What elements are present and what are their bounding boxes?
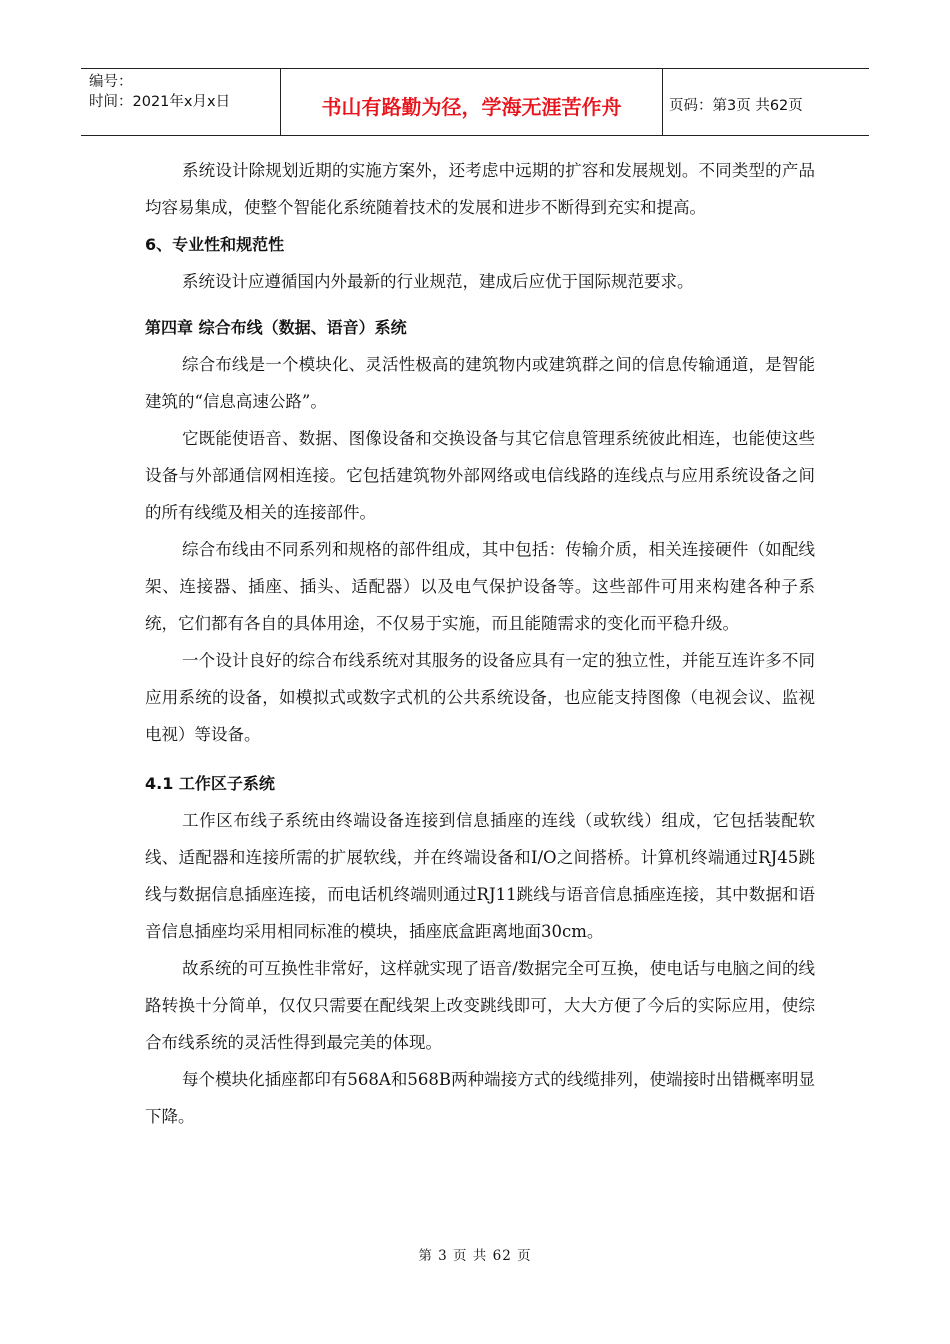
document-date: 时间：2021年x月x日 (89, 94, 231, 110)
section-heading: 4.1 工作区子系统 (145, 774, 275, 793)
header-meta (81, 69, 281, 135)
header-page-info: 页码：第3页 共62页 (669, 97, 803, 114)
paragraph: 故系统的可互换性非常好，这样就实现了语音/数据完全可互换，使电话与电脑之间的线路转换十分简单，仅仅只需要在配线架上改变跳线即可，大大方便了今后的实际应用，使综合布线系统的灵活性得到最完美的体现。 (145, 959, 815, 1052)
paragraph: 每个模块化插座都印有568A和568B两种端接方式的线缆排列，使端接时出错概率明显下降。 (145, 1070, 815, 1126)
paragraph: 工作区布线子系统由终端设备连接到信息插座的连线（或软线）组成，它包括装配软线、适配器和连接所需的扩展软线，并在终端设备和I/O之间搭桥。计算机终端通过RJ45跳线与数据信息插座连接，而电话机终端则通过RJ11跳线与语音信息插座连接，其中数据和语音信息插座均采用相同标准的模块，插座底盒距离地面30cm。 (145, 811, 815, 941)
subheading-professionalism: 6、专业性和规范性 (145, 235, 285, 254)
paragraph: 综合布线是一个模块化、灵活性极高的建筑物内或建筑群之间的信息传输通道，是智能建筑的“信息高速公路”。 (145, 355, 815, 411)
page-footer: 第 3 页 共 62 页 (418, 1248, 532, 1264)
page-header (81, 68, 869, 136)
document-body (145, 152, 815, 1135)
paragraph: 系统设计除规划近期的实施方案外，还考虑中远期的扩容和发展规划。不同类型的产品均容易集成，使整个智能化系统随着技术的发展和进步不断得到充实和提高。 (145, 161, 815, 217)
document-number-label: 编号： (89, 74, 133, 90)
paragraph: 综合布线由不同系列和规格的部件组成，其中包括：传输介质，相关连接硬件（如配线架、连接器、插座、插头、适配器）以及电气保护设备等。这些部件可用来构建各种子系统，它们都有各自的具体用途，不仅易于实施，而且能随需求的变化而平稳升级。 (145, 540, 815, 633)
paragraph: 它既能使语音、数据、图像设备和交换设备与其它信息管理系统彼此相连，也能使这些设备与外部通信网相连接。它包括建筑物外部网络或电信线路的连线点与应用系统设备之间的所有线缆及相关的连接部件。 (145, 429, 815, 522)
paragraph: 系统设计应遵循国内外最新的行业规范，建成后应优于国际规范要求。 (182, 272, 694, 291)
header-motto: 书山有路勤为径，学海无涯苦作舟 (281, 69, 663, 135)
paragraph: 一个设计良好的综合布线系统对其服务的设备应具有一定的独立性，并能互连许多不同应用系统的设备，如模拟式或数字式机的公共系统设备，也应能支持图像（电视会议、监视电视）等设备。 (145, 651, 815, 744)
chapter-heading: 第四章 综合布线（数据、语音）系统 (145, 318, 407, 337)
